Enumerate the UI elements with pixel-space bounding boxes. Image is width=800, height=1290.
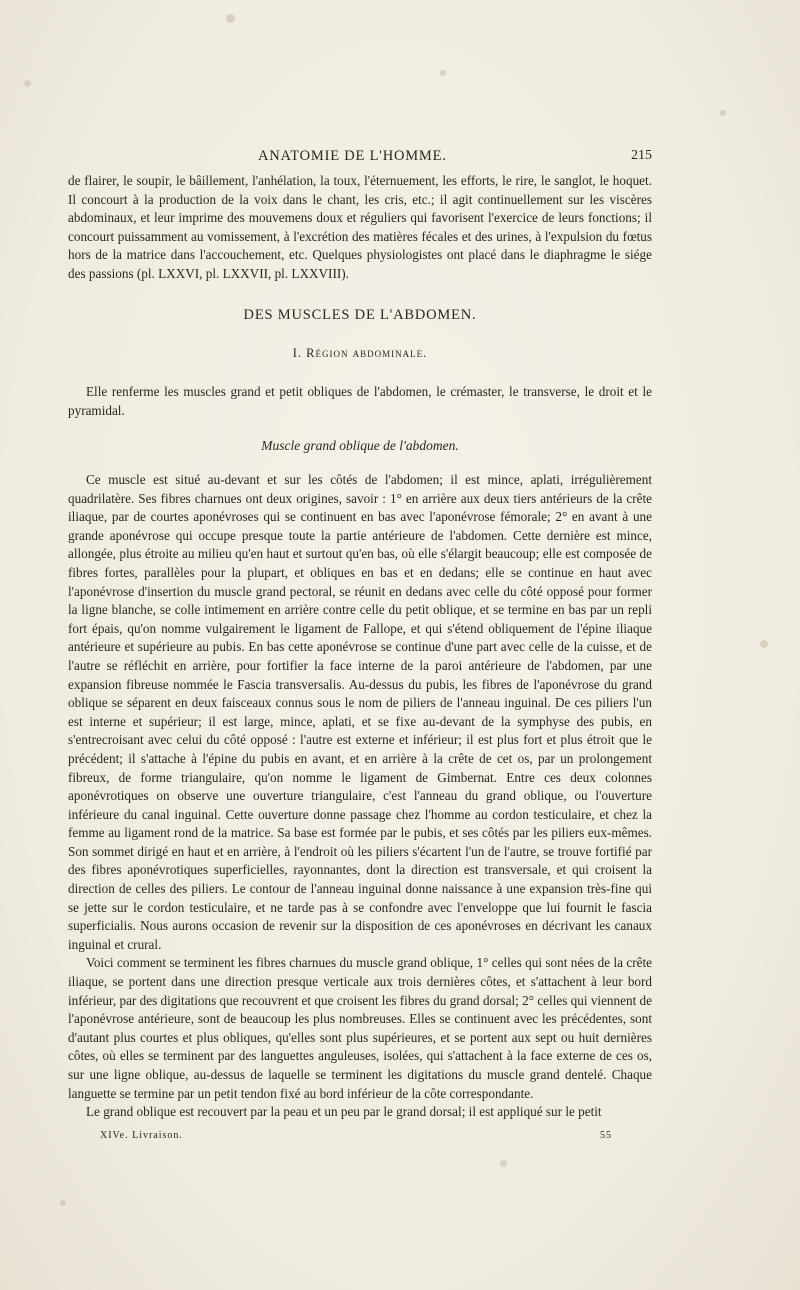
region-paragraph-block	[68, 383, 652, 420]
foxing-spot	[720, 110, 726, 116]
foxing-spot	[440, 70, 446, 76]
running-title: ANATOMIE DE L'HOMME.	[258, 148, 447, 164]
region-paragraph: Elle renferme les muscles grand et petit obliques de l'abdomen, le crémaster, le transverse, le droit et le pyramidal.	[68, 384, 652, 418]
main-paragraph: Voici comment se terminent les fibres charnues du muscle grand oblique, 1° celles qui sont nées de la crête iliaque, se portent dans une direction presque verticale aux trois dernières côtes, et s'attachent à leur bord inférieur, par des digitations que recouvrent et que croisent les fibres du grand dorsal; 2° celles qui viennent de l'aponévrose antérieure, sont de beaucoup les plus nombreuses. Elles se continuent avec les précédentes, sont d'autant plus courtes et plus obliques, qu'elles sont plus supérieures, et se portent aux sept ou huit dernières côtes, où elles se terminent par des languettes anguleuses, isolées, qui s'attachent à la face externe de ces os, sur une ligne oblique, au-dessus de laquelle se terminent les digitations du muscle grand dentelé. Chaque languette se termine par un petit tendon fixé au bord inférieur de la côte correspondante.	[68, 955, 652, 1101]
page-number: 215	[631, 148, 652, 163]
page-header	[68, 148, 652, 168]
muscle-heading: Muscle grand oblique de l'abdomen.	[261, 438, 459, 453]
page-footer	[100, 1130, 612, 1144]
foxing-spot	[60, 1200, 66, 1206]
foxing-spot	[24, 80, 31, 87]
region-heading: I. Région abdominale.	[292, 346, 428, 360]
intro-paragraph: de flairer, le soupir, le bâillement, l'anhélation, la toux, l'éternuement, les efforts, le rire, le sanglot, le hoquet. Il concourt à la production de la voix dans le chant, les cris, etc.; il agit continuellement sur les viscères abdominaux, et leur imprime des mouvemens doux et réguliers qui favorisent l'exercice de leurs fonctions; il concourt puissamment au vomissement, à l'excrétion des matières fécales et des urines, à l'expulsion du fœtus hors de la matrice dans l'accouchement, etc. Quelques physiologistes ont placé dans le diaphragme le siége des passions (pl. LXXVI, pl. LXXVII, pl. LXXVIII).	[68, 173, 652, 281]
foxing-spot	[500, 1160, 507, 1167]
main-paragraph: Le grand oblique est recouvert par la peau et un peu par le grand dorsal; il est appliqué sur le petit	[86, 1104, 602, 1120]
foxing-spot	[226, 14, 235, 23]
main-text-block	[68, 471, 652, 1122]
intro-paragraph-block	[68, 172, 652, 284]
main-paragraph: Ce muscle est situé au-devant et sur les côtés de l'abdomen; il est mince, aplati, irrégulièrement quadrilatère. Ses fibres charnues ont deux origines, savoir : 1° en arrière aux deux tiers antérieurs de la crête iliaque, par de courtes aponévroses qui se continuent en bas avec l'aponévrose fémorale; 2° en avant à une grande aponévrose qui occupe presque toute la partie antérieure de l'abdomen. Cette dernière est mince, allongée, plus étroite au milieu qu'en haut et surtout qu'en bas, où elle s'élargit beaucoup; elle est composée de fibres fortes, parallèles pour la plupart, et obliques en bas et en dedans; elle se continue en haut avec l'aponévrose d'insertion du muscle grand pectoral, se réunit en dedans avec celle du côté opposé pour former la ligne blanche, se colle intimement en arrière contre celle du petit oblique, et se termine en bas par un repli fort épais, qu'on nomme vulgairement le ligament de Fallope, et qui s'étend obliquement de l'épine iliaque antérieure et supérieure au pubis. En bas cette aponévrose se continue d'une part avec celle de la cuisse, et de l'autre se réfléchit en arrière, pour fortifier la face interne de la paroi antérieure de l'abdomen, par une expansion fibreuse nommée le Fascia transversalis. Au-dessus du pubis, les fibres de l'aponévrose du grand oblique se séparent en deux faisceaux connus sous le nom de piliers de l'anneau inguinal. De ces piliers l'un est interne et supérieur; il est large, mince, aplati, et se fixe au-devant de la symphyse des pubis, en s'entrecroisant avec celui du côté opposé : l'autre est externe et inférieur; il est plus fort et plus étroit que le précédent; il s'attache à l'épine du pubis en avant, et en arrière à la crête de cet os, par un prolongement fibreux, de forme triangulaire, qu'on nomme le ligament de Gimbernat. Entre ces deux colonnes aponévrotiques on observe une ouverture triangulaire, c'est l'anneau du grand oblique, ou l'ouverture inférieure du canal inguinal. Cette ouverture donne passage chez l'homme au cordon testiculaire, et chez la femme au ligament rond de la matrice. Sa base est formée par le pubis, et ses côtés par les piliers eux-mêmes. Son sommet dirigé en haut et en arrière, à l'endroit où les piliers s'écartent l'un de l'autre, se trouve fortifié par des fibres aponévrotiques superficielles, rayonnantes, dont la direction est transversale, et qui croisent la direction de celles des piliers. Le contour de l'anneau inguinal donne naissance à une expansion très-fine qui se jette sur le cordon testiculaire, et ne tarde pas à se confondre avec l'enveloppe que lui fournit le fascia superficialis. Nous aurons occasion de revenir sur la disposition de ces aponévroses en décrivant les canaux inguinal et crural.	[68, 472, 652, 952]
signature-mark: 55	[600, 1130, 612, 1141]
section-heading: DES MUSCLES DE L'ABDOMEN.	[243, 307, 477, 323]
livraison-label: XIVe. Livraison.	[100, 1130, 183, 1141]
foxing-spot	[760, 640, 768, 648]
